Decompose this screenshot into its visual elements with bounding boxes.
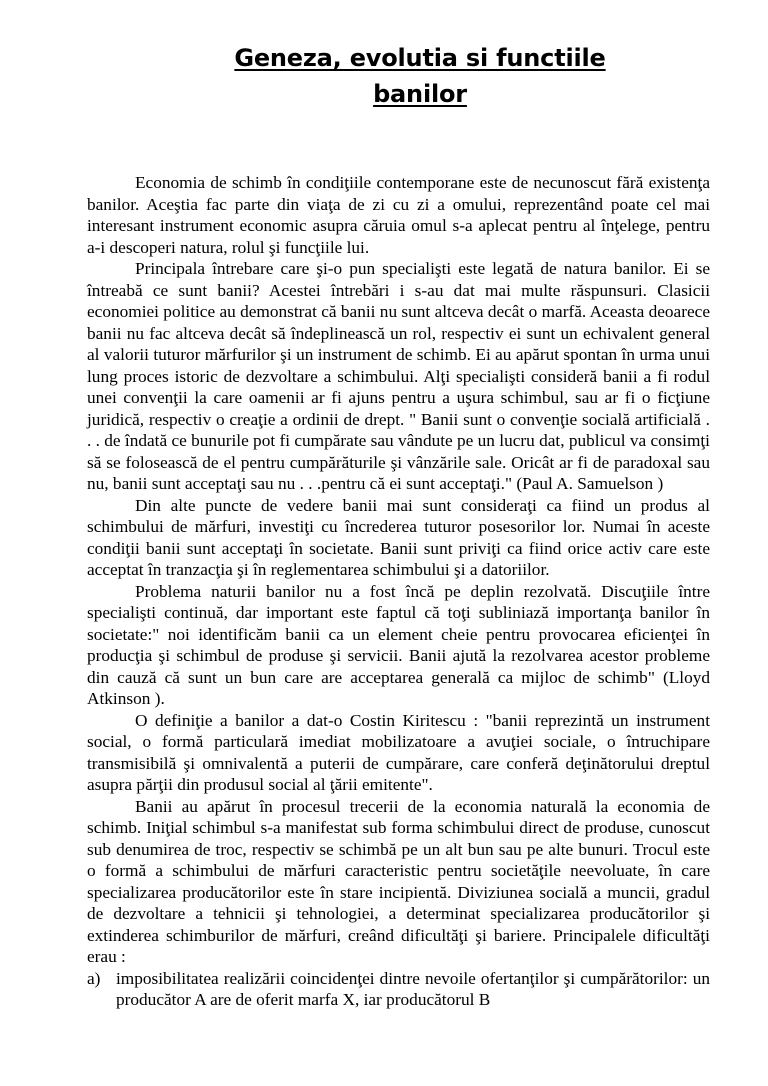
list-marker: a) — [87, 968, 101, 988]
document-title — [150, 40, 690, 112]
paragraph: Principala întrebare care şi-o pun specialişti este legată de natura banilor. Ei se întreabă ce sunt banii? Acestei întrebări i s-au dat mai multe răspunsuri. Clasicii economiei politice au demonstrat că banii nu sunt altceva decât o marfă. Aceasta deoarece banii nu fac altceva decât să îndeplinească un rol, respectiv ei sunt un echivalent general al valorii tuturor mărfurilor şi un instrument de schimb. Ei au apărut spontan în urma unui lung proces istoric de dezvoltare a schimbului. Alţi specialişti consideră banii a fi rodul unei convenţii la care oamenii ar fi ajuns pentru a uşura schimbul, sau ar fi o ficţiune juridică, respectiv o creaţie a ordinii de drept. " Banii sunt o convenţie socială artificială . . . de îndată ce bunurile pot fi cumpărate sau vândute pe un lucru dat, publicul va consimţi să se folosească de el pentru cumpărăturile şi vânzările sale. Oricât ar fi de paradoxal sau nu, banii sunt acceptaţi sau nu . . .pentru că ei sunt acceptaţi." (Paul A. Samuelson ) — [87, 259, 710, 493]
list-item-text: imposibilitatea realizării coincidenţei dintre nevoile ofertanţilor şi cumpărătorilor: un producător A are de oferit marfa X, iar producătorul B — [116, 968, 710, 1009]
document-body — [87, 172, 710, 1011]
paragraph: Banii au apărut în procesul trecerii de la economia naturală la economia de schimb. Iniţial schimbul s-a manifestat sub forma schimbului direct de produse, cunoscut sub denumirea de troc, respectiv se schimbă pe un alt bun sau pe alte bunuri. Trocul este o formă a schimbului de mărfuri caracteristic pentru societăţile neevoluate, în care specializarea producătorilor este în stare incipientă. Diviziunea socială a muncii, gradul de dezvoltare a tehnicii şi tehnologiei, a determinat specializarea producătorilor şi extinderea schimburilor de mărfuri, creând dificultăţi şi bariere. Principalele dificultăţi erau : — [87, 796, 710, 966]
title-line-1: Geneza, evolutia si functiile — [234, 44, 606, 72]
list-item — [87, 968, 710, 1011]
paragraph: Din alte puncte de vedere banii mai sunt consideraţi ca fiind un produs al schimbului de mărfuri, investiţi cu încrederea tuturor posesorilor lor. Numai în aceste condiţii banii sunt acceptaţi în societate. Banii sunt priviţi ca fiind orice activ care este acceptat în tranzacţia şi în reglementarea schimbului şi a datoriilor. — [87, 495, 710, 579]
title-line-2: banilor — [373, 80, 467, 108]
paragraph: Problema naturii banilor nu a fost încă pe deplin rezolvată. Discuţiile între specialişti continuă, dar important este faptul că toţi subliniază importanţa banilor în societate:" noi identificăm banii ca un element cheie pentru provocarea eficienţei în producţia şi schimbul de produse şi servicii. Banii ajută la rezolvarea acestor probleme din cauză că sunt un bun care are acceptarea generală ca mijloc de schimb" (Lloyd Atkinson ). — [87, 581, 710, 708]
paragraph: O definiţie a banilor a dat-o Costin Kiritescu : "banii reprezintă un instrument social, o formă particulară imediat mobilizatoare a avuţiei sociale, o întruchipare transmisibilă şi omnivalentă a puterii de cumpărare, care conferă deţinătorului dreptul asupra părţii din produsul social al ţării emitente". — [87, 710, 710, 794]
paragraph: Economia de schimb în condiţiile contemporane este de necunoscut fără existenţa banilor. Aceştia fac parte din viaţa de zi cu zi a omului, reprezentând poate cel mai interesant instrument economic asupra căruia omul s-a aplecat pentru al înţelege, pentru a-i descoperi natura, rolul şi funcţiile lui. — [87, 173, 710, 257]
